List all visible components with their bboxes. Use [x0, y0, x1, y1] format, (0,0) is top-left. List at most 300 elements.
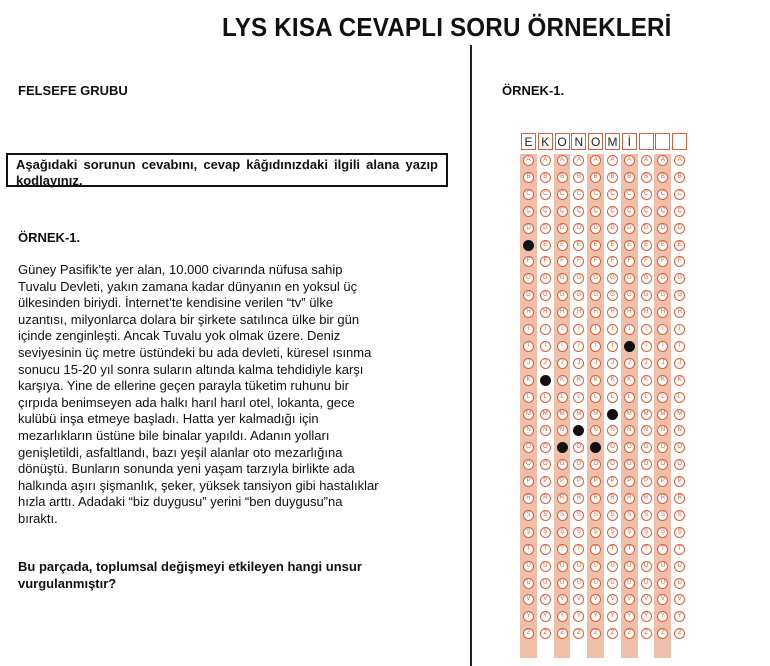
answer-bubble[interactable]: O [573, 442, 584, 453]
answer-bubble[interactable]: D [540, 223, 551, 234]
answer-bubble[interactable]: J [590, 358, 601, 369]
answer-bubble[interactable]: H [523, 307, 534, 318]
answer-bubble[interactable]: F [641, 256, 652, 267]
answer-bubble[interactable]: Ü [540, 578, 551, 589]
answer-bubble[interactable]: I [573, 324, 584, 335]
answer-bubble[interactable]: T [523, 544, 534, 555]
answer-bubble[interactable]: B [573, 172, 584, 183]
answer-bubble[interactable]: I [590, 324, 601, 335]
answer-bubble[interactable]: B [624, 172, 635, 183]
answer-bubble[interactable]: N [557, 425, 568, 436]
answer-bubble[interactable]: P [573, 476, 584, 487]
answer-bubble[interactable]: U [540, 561, 551, 572]
answer-bubble[interactable]: Z [674, 628, 685, 639]
answer-bubble[interactable]: S [540, 510, 551, 521]
answer-bubble[interactable]: P [540, 476, 551, 487]
answer-bubble[interactable]: J [607, 358, 618, 369]
answer-bubble[interactable]: H [607, 307, 618, 318]
answer-bubble[interactable]: I [523, 324, 534, 335]
answer-bubble[interactable]: I [607, 324, 618, 335]
answer-bubble[interactable]: S [641, 510, 652, 521]
answer-bubble[interactable]: G [624, 273, 635, 284]
answer-bubble[interactable]: T [590, 544, 601, 555]
answer-bubble[interactable]: D [674, 223, 685, 234]
answer-bubble[interactable]: D [523, 223, 534, 234]
answer-bubble[interactable]: Ö [590, 459, 601, 470]
answer-bubble[interactable]: T [540, 544, 551, 555]
answer-bubble[interactable]: L [624, 392, 635, 403]
answer-bubble[interactable]: Ö [607, 459, 618, 470]
answer-bubble[interactable]: V [523, 594, 534, 605]
answer-bubble[interactable]: J [641, 358, 652, 369]
answer-bubble[interactable]: Ü [657, 578, 668, 589]
answer-bubble[interactable]: H [590, 307, 601, 318]
answer-bubble[interactable]: L [523, 392, 534, 403]
answer-bubble[interactable]: L [557, 392, 568, 403]
answer-bubble[interactable]: Ö [641, 459, 652, 470]
answer-bubble[interactable]: F [573, 256, 584, 267]
answer-bubble[interactable]: S [624, 510, 635, 521]
answer-bubble[interactable]: Ü [607, 578, 618, 589]
answer-bubble[interactable]: K [607, 375, 618, 386]
answer-bubble[interactable]: K [573, 375, 584, 386]
answer-bubble[interactable]: I [657, 324, 668, 335]
answer-bubble[interactable]: Y [674, 611, 685, 622]
answer-bubble[interactable]: E [523, 240, 534, 251]
answer-bubble[interactable]: L [641, 392, 652, 403]
answer-bubble[interactable]: P [674, 476, 685, 487]
answer-bubble[interactable]: B [607, 172, 618, 183]
answer-bubble[interactable]: G [557, 273, 568, 284]
answer-bubble[interactable]: R [573, 493, 584, 504]
answer-bubble[interactable]: F [607, 256, 618, 267]
answer-bubble[interactable]: M [540, 409, 551, 420]
answer-bubble[interactable]: Z [557, 628, 568, 639]
answer-bubble[interactable]: C [641, 189, 652, 200]
answer-bubble[interactable]: Ğ [674, 290, 685, 301]
answer-bubble[interactable]: U [573, 561, 584, 572]
answer-bubble[interactable]: O [540, 442, 551, 453]
answer-bubble[interactable]: M [573, 409, 584, 420]
answer-bubble[interactable]: D [573, 223, 584, 234]
answer-bubble[interactable]: Y [641, 611, 652, 622]
answer-bubble[interactable]: İ [674, 341, 685, 352]
answer-bubble[interactable]: T [624, 544, 635, 555]
answer-bubble[interactable]: Ç [540, 206, 551, 217]
answer-bubble[interactable]: N [674, 425, 685, 436]
answer-bubble[interactable]: A [573, 155, 584, 166]
answer-bubble[interactable]: Ç [590, 206, 601, 217]
answer-bubble[interactable]: Ö [657, 459, 668, 470]
answer-bubble[interactable]: Ç [607, 206, 618, 217]
answer-bubble[interactable]: G [657, 273, 668, 284]
answer-bubble[interactable]: E [641, 240, 652, 251]
answer-bubble[interactable]: A [540, 155, 551, 166]
answer-bubble[interactable]: Ğ [540, 290, 551, 301]
answer-bubble[interactable]: D [607, 223, 618, 234]
answer-bubble[interactable]: R [557, 493, 568, 504]
answer-bubble[interactable]: Z [624, 628, 635, 639]
answer-bubble[interactable]: H [573, 307, 584, 318]
answer-bubble[interactable]: R [641, 493, 652, 504]
answer-bubble[interactable]: J [540, 358, 551, 369]
answer-bubble[interactable]: V [641, 594, 652, 605]
answer-bubble[interactable]: U [607, 561, 618, 572]
answer-bubble[interactable]: O [674, 442, 685, 453]
answer-bubble[interactable]: P [657, 476, 668, 487]
answer-bubble[interactable]: V [540, 594, 551, 605]
answer-bubble[interactable]: H [657, 307, 668, 318]
answer-bubble[interactable]: O [607, 442, 618, 453]
answer-bubble[interactable]: N [540, 425, 551, 436]
answer-bubble[interactable]: C [590, 189, 601, 200]
answer-bubble[interactable]: J [624, 358, 635, 369]
page-title: LYS KISA CEVAPLI SORU ÖRNEKLERİ [222, 12, 672, 42]
answer-bubble[interactable]: O [590, 442, 601, 453]
answer-bubble[interactable]: K [557, 375, 568, 386]
answer-letter-box [639, 133, 654, 150]
answer-bubble[interactable]: O [657, 442, 668, 453]
column-divider [470, 45, 472, 666]
answer-bubble[interactable]: Ç [641, 206, 652, 217]
answer-bubble[interactable]: B [674, 172, 685, 183]
answer-bubble[interactable]: Z [657, 628, 668, 639]
answer-bubble[interactable]: S [590, 510, 601, 521]
answer-bubble[interactable]: V [590, 594, 601, 605]
answer-bubble[interactable]: Z [590, 628, 601, 639]
answer-bubble[interactable]: Ö [557, 459, 568, 470]
answer-bubble[interactable]: A [557, 155, 568, 166]
answer-bubble[interactable]: Ü [674, 578, 685, 589]
answer-bubble[interactable]: Ğ [657, 290, 668, 301]
answer-bubble[interactable]: Ö [624, 459, 635, 470]
answer-bubble[interactable]: G [523, 273, 534, 284]
answer-bubble[interactable]: K [590, 375, 601, 386]
answer-bubble[interactable]: Z [523, 628, 534, 639]
answer-bubble[interactable]: F [540, 256, 551, 267]
answer-bubble[interactable]: L [540, 392, 551, 403]
answer-bubble[interactable]: Ş [624, 527, 635, 538]
answer-bubble[interactable]: C [523, 189, 534, 200]
answer-bubble[interactable]: Ç [557, 206, 568, 217]
answer-bubble[interactable]: M [523, 409, 534, 420]
answer-bubble[interactable]: Z [641, 628, 652, 639]
answer-bubble[interactable]: A [674, 155, 685, 166]
answer-bubble[interactable]: Ğ [641, 290, 652, 301]
answer-bubble[interactable]: C [607, 189, 618, 200]
answer-bubble[interactable]: Y [590, 611, 601, 622]
answer-bubble[interactable]: N [624, 425, 635, 436]
answer-bubble[interactable]: P [607, 476, 618, 487]
answer-bubble[interactable]: I [540, 324, 551, 335]
answer-bubble[interactable]: Y [557, 611, 568, 622]
answer-bubble[interactable]: C [540, 189, 551, 200]
answer-bubble[interactable]: F [590, 256, 601, 267]
answer-bubble[interactable]: Ğ [573, 290, 584, 301]
answer-bubble[interactable]: B [657, 172, 668, 183]
answer-bubble[interactable]: N [573, 425, 584, 436]
answer-bubble[interactable]: F [523, 256, 534, 267]
answer-bubble[interactable]: T [573, 544, 584, 555]
answer-bubble[interactable]: G [540, 273, 551, 284]
answer-bubble[interactable]: P [641, 476, 652, 487]
answer-bubble[interactable]: L [607, 392, 618, 403]
answer-bubble[interactable]: Ş [607, 527, 618, 538]
answer-bubble[interactable]: R [607, 493, 618, 504]
answer-bubble[interactable]: B [523, 172, 534, 183]
answer-bubble[interactable]: Ş [641, 527, 652, 538]
answer-bubble[interactable]: I [624, 324, 635, 335]
answer-bubble[interactable]: Ğ [624, 290, 635, 301]
answer-bubble[interactable]: Ç [573, 206, 584, 217]
answer-bubble[interactable]: D [557, 223, 568, 234]
answer-bubble[interactable]: Ş [674, 527, 685, 538]
answer-bubble[interactable]: G [674, 273, 685, 284]
answer-bubble[interactable]: Ş [657, 527, 668, 538]
answer-bubble[interactable]: A [590, 155, 601, 166]
passage-text: Güney Pasifik’te yer alan, 10.000 civarında nüfusa sahip Tuvalu Devleti, yakın zamana kadar dünyanın en yoksul üç ülkesinden biriydi. İnternet’te kendisine verilen “tv” ülke uzantısı, milyonlarca dolara bir şirkete satılınca ülke bir gün içinde zenginleşti. Ancak Tuvalu yok olmak üzere. Deniz seviyesinin üç metre üstündeki bu ada devleti, küresel ısınma sonucu 15-20 yıl sonra suların altında kalma tehdidiyle karşı karşıya. Yine de ellerine geçen parayla tüketim ruhunu bir çırpıda benimseyen ada halkı harıl harıl otel, lokanta, gece kulübü inşa etmeye başladı. Hatta yer kalmadığı için mezarlıkların üstüne bile binalar yapıldı. Adanın yolları genişletildi, asfaltlandı, bazı yeşil alanlar oto mezarlığına dönüştü. Bunların sonunda yeni yaşam tarzıyla birlikte ada halkında aşırı şişmanlık, şeker, yüksek tansiyon gibi hastalıklar hızla arttı. Adadaki “biz duygusu” yerini “ben duygusu”na bıraktı. [18, 262, 379, 526]
answer-bubble[interactable]: Ü [590, 578, 601, 589]
answer-bubble[interactable]: C [624, 189, 635, 200]
answer-bubble[interactable]: F [657, 256, 668, 267]
answer-bubble[interactable]: İ [657, 341, 668, 352]
answer-bubble[interactable]: E [540, 240, 551, 251]
answer-bubble[interactable]: H [674, 307, 685, 318]
answer-bubble[interactable]: G [573, 273, 584, 284]
answer-bubble[interactable]: Ş [557, 527, 568, 538]
answer-bubble[interactable]: İ [590, 341, 601, 352]
answer-bubble[interactable]: Y [573, 611, 584, 622]
answer-bubble[interactable]: U [557, 561, 568, 572]
answer-bubble[interactable]: M [674, 409, 685, 420]
answer-bubble[interactable]: J [557, 358, 568, 369]
answer-bubble[interactable]: H [624, 307, 635, 318]
answer-bubble[interactable]: R [590, 493, 601, 504]
answer-bubble[interactable]: U [624, 561, 635, 572]
instruction-text: Aşağıdaki sorunun cevabını, cevap kâğıdınızdaki ilgili alana yazıp kodlayınız. [16, 157, 438, 188]
answer-bubble[interactable]: U [590, 561, 601, 572]
answer-bubble[interactable]: N [641, 425, 652, 436]
answer-bubble[interactable]: L [573, 392, 584, 403]
answer-bubble[interactable]: Ş [573, 527, 584, 538]
answer-bubble[interactable]: S [657, 510, 668, 521]
answer-bubble[interactable]: K [624, 375, 635, 386]
answer-bubble[interactable]: T [674, 544, 685, 555]
answer-bubble[interactable]: H [557, 307, 568, 318]
answer-bubble[interactable]: Y [523, 611, 534, 622]
answer-bubble[interactable]: İ [523, 341, 534, 352]
answer-bubble[interactable]: V [657, 594, 668, 605]
answer-bubble[interactable]: Ü [641, 578, 652, 589]
answer-bubble[interactable]: Ö [674, 459, 685, 470]
answer-bubble[interactable]: G [590, 273, 601, 284]
answer-bubble[interactable]: A [657, 155, 668, 166]
answer-bubble[interactable]: E [573, 240, 584, 251]
answer-bubble[interactable]: D [641, 223, 652, 234]
answer-bubble[interactable]: M [657, 409, 668, 420]
answer-bubble[interactable]: B [590, 172, 601, 183]
answer-bubble[interactable]: J [657, 358, 668, 369]
answer-bubble[interactable]: C [674, 189, 685, 200]
answer-bubble[interactable]: S [557, 510, 568, 521]
answer-bubble[interactable]: C [657, 189, 668, 200]
answer-bubble[interactable]: A [624, 155, 635, 166]
answer-bubble[interactable]: R [523, 493, 534, 504]
answer-bubble[interactable]: S [674, 510, 685, 521]
answer-bubble[interactable]: A [607, 155, 618, 166]
answer-bubble[interactable]: D [590, 223, 601, 234]
answer-bubble[interactable]: V [624, 594, 635, 605]
answer-bubble[interactable]: T [657, 544, 668, 555]
answer-bubble[interactable]: H [540, 307, 551, 318]
answer-bubble[interactable]: Ç [657, 206, 668, 217]
answer-bubble[interactable]: N [590, 425, 601, 436]
answer-bubble[interactable]: K [523, 375, 534, 386]
answer-bubble[interactable]: İ [607, 341, 618, 352]
answer-bubble[interactable]: O [557, 442, 568, 453]
answer-bubble[interactable]: Ş [523, 527, 534, 538]
answer-bubble[interactable]: İ [557, 341, 568, 352]
answer-bubble[interactable]: Ğ [607, 290, 618, 301]
answer-bubble[interactable]: Ö [523, 459, 534, 470]
answer-bubble[interactable]: E [590, 240, 601, 251]
answer-bubble[interactable]: I [674, 324, 685, 335]
answer-bubble[interactable]: C [557, 189, 568, 200]
answer-bubble[interactable]: F [674, 256, 685, 267]
answer-bubble[interactable]: T [607, 544, 618, 555]
answer-bubble[interactable]: Ş [540, 527, 551, 538]
answer-bubble[interactable]: L [657, 392, 668, 403]
answer-bubble[interactable]: Y [607, 611, 618, 622]
answer-bubble[interactable]: Ğ [590, 290, 601, 301]
answer-bubble[interactable]: İ [641, 341, 652, 352]
answer-bubble[interactable]: R [540, 493, 551, 504]
answer-bubble[interactable]: B [641, 172, 652, 183]
answer-bubble[interactable]: R [674, 493, 685, 504]
example-title-right: ÖRNEK-1. [502, 83, 565, 98]
answer-bubble[interactable]: F [624, 256, 635, 267]
answer-bubble[interactable]: V [573, 594, 584, 605]
answer-bubble[interactable]: E [607, 240, 618, 251]
answer-bubble[interactable]: H [641, 307, 652, 318]
answer-bubble[interactable]: Ö [573, 459, 584, 470]
answer-bubble[interactable]: K [641, 375, 652, 386]
answer-bubble[interactable]: V [607, 594, 618, 605]
answer-bubble[interactable]: D [624, 223, 635, 234]
answer-bubble[interactable]: I [557, 324, 568, 335]
answer-bubble[interactable]: B [557, 172, 568, 183]
answer-letter-box: O [588, 133, 603, 150]
answer-bubble[interactable]: E [624, 240, 635, 251]
answer-bubble[interactable]: P [557, 476, 568, 487]
answer-bubble[interactable]: E [557, 240, 568, 251]
answer-bubble[interactable]: S [523, 510, 534, 521]
answer-bubble[interactable]: Ğ [523, 290, 534, 301]
answer-bubble[interactable]: Y [540, 611, 551, 622]
question-text: Bu parçada, toplumsal değişmeyi etkileyen hangi unsur vurgulanmıştır? [18, 559, 362, 591]
answer-bubble[interactable]: J [674, 358, 685, 369]
answer-bubble[interactable]: İ [624, 341, 635, 352]
answer-bubble[interactable]: K [674, 375, 685, 386]
answer-bubble[interactable]: R [657, 493, 668, 504]
answer-bubble[interactable]: Ç [523, 206, 534, 217]
answer-bubble[interactable]: K [540, 375, 551, 386]
answer-bubble[interactable]: V [557, 594, 568, 605]
answer-bubble[interactable]: Ü [624, 578, 635, 589]
answer-bubble[interactable]: K [657, 375, 668, 386]
answer-bubble[interactable]: Ü [557, 578, 568, 589]
answer-bubble[interactable]: E [674, 240, 685, 251]
answer-bubble[interactable]: G [641, 273, 652, 284]
answer-bubble[interactable]: J [523, 358, 534, 369]
answer-bubble[interactable]: M [624, 409, 635, 420]
answer-bubble[interactable]: N [523, 425, 534, 436]
answer-bubble[interactable]: U [523, 561, 534, 572]
answer-bubble[interactable]: I [641, 324, 652, 335]
answer-bubble[interactable]: Y [657, 611, 668, 622]
answer-bubble[interactable]: Y [624, 611, 635, 622]
answer-bubble[interactable]: İ [540, 341, 551, 352]
answer-bubble[interactable]: O [641, 442, 652, 453]
answer-bubble[interactable]: U [657, 561, 668, 572]
answer-bubble[interactable]: O [523, 442, 534, 453]
answer-bubble[interactable]: S [607, 510, 618, 521]
answer-bubble[interactable]: A [523, 155, 534, 166]
answer-bubble[interactable]: E [657, 240, 668, 251]
answer-bubble[interactable]: P [590, 476, 601, 487]
answer-bubble[interactable]: Ç [624, 206, 635, 217]
answer-bubble[interactable]: Ü [573, 578, 584, 589]
answer-bubble[interactable]: Ş [590, 527, 601, 538]
answer-bubble[interactable]: S [573, 510, 584, 521]
answer-bubble[interactable]: O [624, 442, 635, 453]
answer-bubble[interactable]: P [624, 476, 635, 487]
answer-bubble[interactable]: Ö [540, 459, 551, 470]
answer-bubble[interactable]: V [674, 594, 685, 605]
answer-bubble[interactable]: C [573, 189, 584, 200]
answer-bubble[interactable]: Z [607, 628, 618, 639]
answer-bubble[interactable]: İ [573, 341, 584, 352]
answer-bubble[interactable]: U [641, 561, 652, 572]
answer-bubble[interactable]: M [607, 409, 618, 420]
answer-bubble[interactable]: L [590, 392, 601, 403]
answer-letter-box: O [555, 133, 570, 150]
answer-bubble[interactable]: Ç [674, 206, 685, 217]
answer-bubble[interactable]: P [523, 476, 534, 487]
answer-bubble[interactable]: Z [540, 628, 551, 639]
answer-bubble[interactable]: Ü [523, 578, 534, 589]
answer-bubble[interactable]: B [540, 172, 551, 183]
answer-bubble[interactable]: D [657, 223, 668, 234]
answer-bubble[interactable]: T [641, 544, 652, 555]
answer-bubble[interactable]: J [573, 358, 584, 369]
answer-bubble[interactable]: A [641, 155, 652, 166]
answer-bubble[interactable]: T [557, 544, 568, 555]
answer-bubble[interactable]: M [590, 409, 601, 420]
answer-bubble[interactable]: U [674, 561, 685, 572]
answer-bubble[interactable]: L [674, 392, 685, 403]
answer-bubble[interactable]: N [607, 425, 618, 436]
answer-bubble[interactable]: R [624, 493, 635, 504]
answer-bubble[interactable]: M [557, 409, 568, 420]
answer-bubble[interactable]: M [641, 409, 652, 420]
answer-bubble[interactable]: Z [573, 628, 584, 639]
answer-bubble[interactable]: G [607, 273, 618, 284]
answer-bubble[interactable]: Ğ [557, 290, 568, 301]
answer-bubble[interactable]: F [557, 256, 568, 267]
answer-bubble[interactable]: N [657, 425, 668, 436]
section-title: FELSEFE GRUBU [18, 83, 128, 98]
